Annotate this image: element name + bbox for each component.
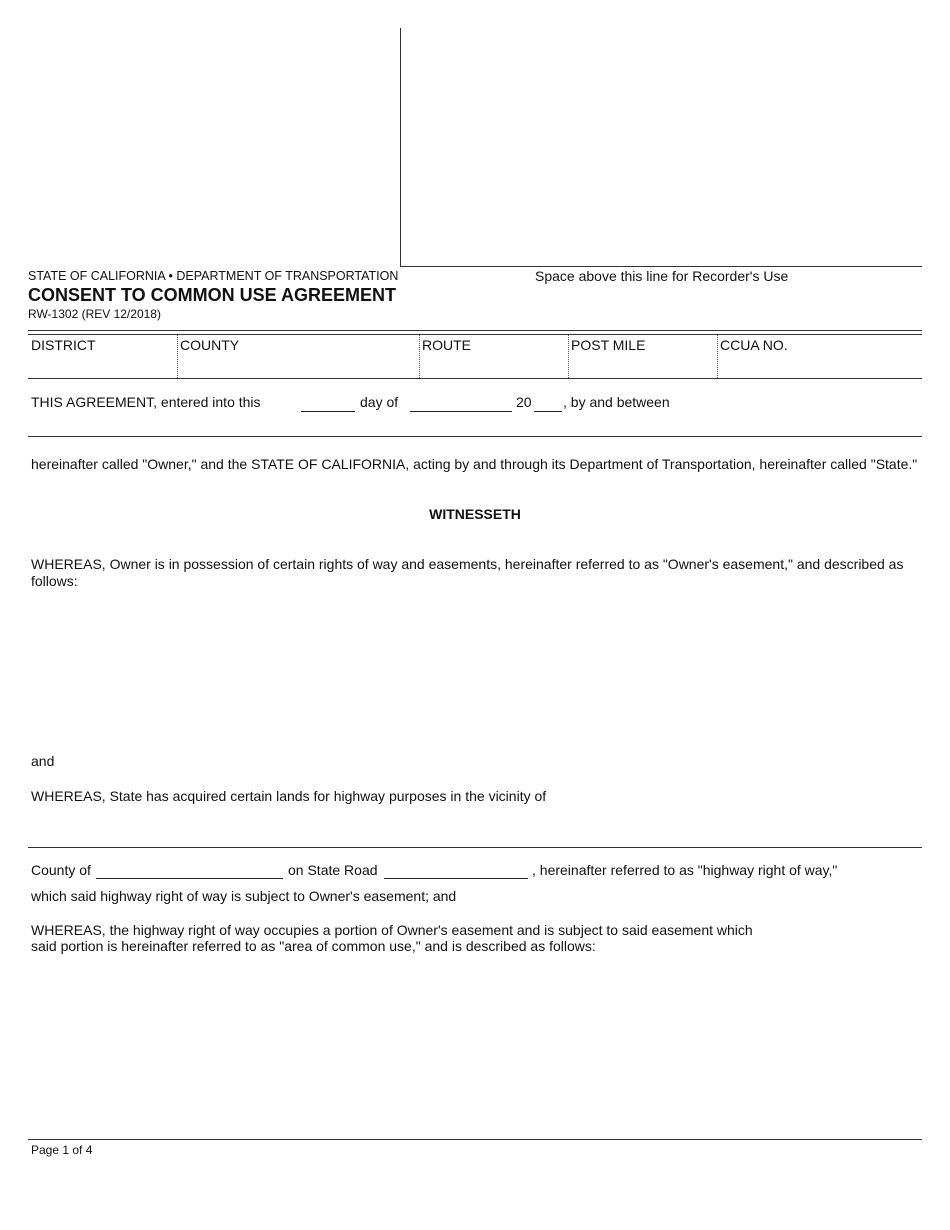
whereas-owner-easement: WHEREAS, Owner is in possession of certain rights of way and easements, hereinafter referred to as "Owner's easement," and described as follows: xyxy=(31,556,904,589)
year-blank[interactable] xyxy=(534,411,562,412)
day-of-label: day of xyxy=(360,394,399,410)
day-blank[interactable] xyxy=(301,411,355,412)
month-blank[interactable] xyxy=(410,411,512,412)
whereas-common-use-line1: WHEREAS, the highway right of way occupies a portion of Owner's easement and is subject to said easement which xyxy=(31,922,753,938)
form-number: RW-1302 (REV 12/2018) xyxy=(28,307,161,321)
footer-rule xyxy=(28,1139,922,1140)
owner-name-line[interactable] xyxy=(28,436,922,437)
field-divider xyxy=(717,335,718,378)
whereas-state-lands: WHEREAS, State has acquired certain lands for highway purposes in the vicinity of xyxy=(31,788,547,804)
state-road-blank[interactable] xyxy=(384,878,528,879)
route-label: ROUTE xyxy=(422,337,471,353)
and-text: and xyxy=(31,753,55,769)
witnesseth-heading: WITNESSETH xyxy=(429,506,521,522)
subject-to-easement-text: which said highway right of way is subject to Owner's easement; and xyxy=(31,888,457,904)
page-number: Page 1 of 4 xyxy=(31,1143,93,1157)
fields-bottom-rule xyxy=(28,378,922,379)
recorder-line xyxy=(400,266,922,267)
page-title: CONSENT TO COMMON USE AGREEMENT xyxy=(28,285,397,305)
county-blank[interactable] xyxy=(96,878,283,879)
recorder-divider-line xyxy=(400,28,401,267)
highway-right-of-way-text: , hereinafter referred to as "highway right of way," xyxy=(532,862,838,878)
county-label: COUNTY xyxy=(180,337,240,353)
header-rule-bottom xyxy=(28,334,922,335)
agency-name: STATE OF CALIFORNIA • DEPARTMENT OF TRANSPORTATION xyxy=(28,269,399,283)
header-rule-top xyxy=(28,330,922,331)
whereas-common-use-line2: said portion is hereinafter referred to as "area of common use," and is described as follows: xyxy=(31,938,596,954)
field-divider xyxy=(177,335,178,378)
post-mile-label: POST MILE xyxy=(571,337,646,353)
on-state-road-label: on State Road xyxy=(288,862,378,878)
hereinafter-text: hereinafter called "Owner," and the STATE OF CALIFORNIA, acting by and through its Department of Transportation, hereinafter called "State." xyxy=(31,456,918,472)
county-of-label: County of xyxy=(31,862,91,878)
year-prefix: 20 xyxy=(516,394,532,410)
field-divider xyxy=(568,335,569,378)
recorder-note: Space above this line for Recorder's Use xyxy=(535,268,789,284)
by-and-between: , by and between xyxy=(563,394,670,410)
district-label: DISTRICT xyxy=(31,337,96,353)
ccua-no-label: CCUA NO. xyxy=(720,337,788,353)
field-divider xyxy=(419,335,420,378)
agreement-intro: THIS AGREEMENT, entered into this xyxy=(31,394,261,410)
vicinity-line[interactable] xyxy=(28,847,922,848)
